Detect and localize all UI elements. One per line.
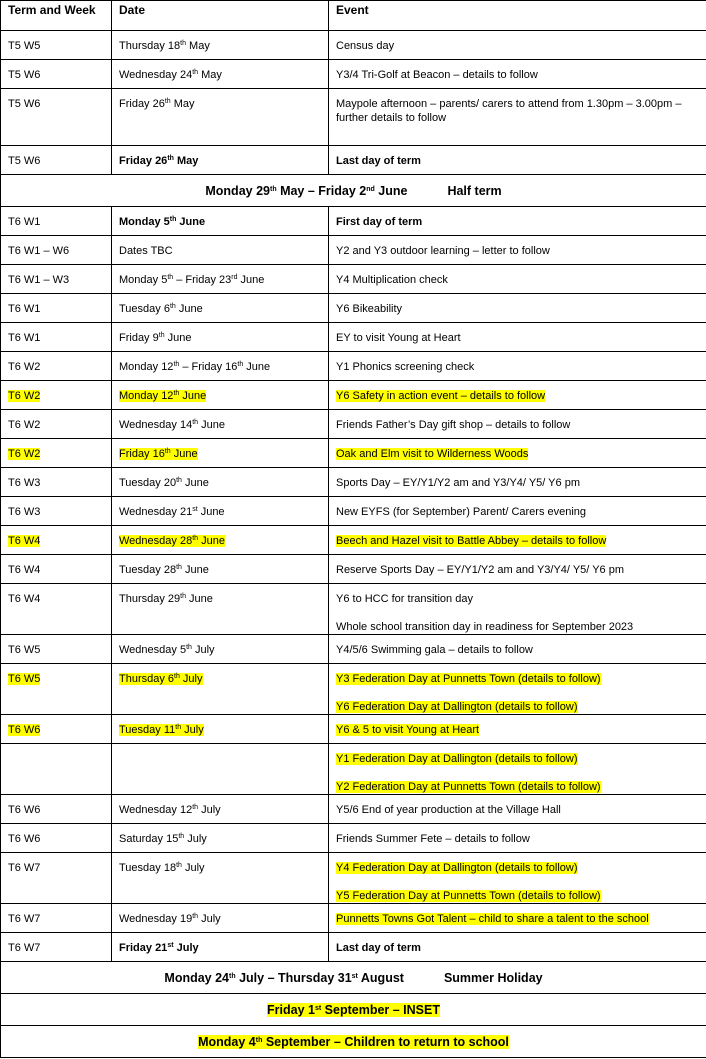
- event-text: Y4 Federation Day at Dallington (details to follow): [336, 862, 578, 874]
- date-text: Friday 16th June: [119, 448, 198, 460]
- term-week-text: T6 W7: [8, 862, 41, 874]
- date-text: Tuesday 6th June: [119, 303, 203, 315]
- event-line: [336, 505, 700, 519]
- date-cell: [112, 146, 329, 175]
- event-row: [1, 146, 706, 175]
- event-text: New EYFS (for September) Parent/ Carers evening: [336, 506, 587, 518]
- term-week-text: T5 W6: [8, 155, 41, 167]
- event-text: Y6 Bikeability: [336, 303, 403, 315]
- date-cell: [112, 89, 329, 146]
- event-text: Y4/5/6 Swimming gala – details to follow: [336, 644, 533, 656]
- date-text: Wednesday 19th July: [119, 913, 221, 925]
- event-text: Punnetts Towns Got Talent – child to share a talent to the school: [336, 913, 649, 925]
- date-cell: [112, 744, 329, 795]
- term-week-text: T6 W4: [8, 593, 41, 605]
- event-line: [336, 912, 700, 926]
- term-week-text: T6 W6: [8, 833, 41, 845]
- date-text: Dates TBC: [119, 245, 173, 257]
- date-cell: [112, 853, 329, 904]
- term-week-text: T5 W6: [8, 69, 41, 81]
- term-week-cell: [1, 664, 112, 715]
- term-week-cell: [1, 584, 112, 635]
- term-week-cell: [1, 555, 112, 584]
- term-week-cell: [1, 497, 112, 526]
- term-week-cell: [1, 352, 112, 381]
- inset-banner-text: Friday 1st September – INSET: [267, 1002, 440, 1017]
- event-row: [1, 381, 706, 410]
- event-row: [1, 439, 706, 468]
- term-week-cell: [1, 410, 112, 439]
- term-week-text: T6 W7: [8, 913, 41, 925]
- term-week-cell: [1, 236, 112, 265]
- date-cell: [112, 715, 329, 744]
- event-cell: [329, 468, 706, 497]
- date-text: Wednesday 14th June: [119, 419, 225, 431]
- event-line: [336, 273, 700, 287]
- term-week-text: T6 W1 – W3: [8, 274, 70, 286]
- date-cell: [112, 904, 329, 933]
- event-line: [336, 780, 700, 794]
- term-week-cell: [1, 31, 112, 60]
- term-week-cell: [1, 207, 112, 236]
- event-line: [336, 723, 700, 737]
- date-text: Tuesday 20th June: [119, 477, 209, 489]
- event-cell: [329, 31, 706, 60]
- date-cell: [112, 824, 329, 853]
- date-cell: [112, 635, 329, 664]
- event-cell: [329, 439, 706, 468]
- term-week-cell: [1, 853, 112, 904]
- half-term-dates: Monday 29th May – Friday 2nd June: [205, 183, 408, 198]
- date-text: Saturday 15th July: [119, 833, 207, 845]
- date-text: Wednesday 24th May: [119, 69, 222, 81]
- header-row: [1, 1, 706, 31]
- date-text: Friday 9th June: [119, 332, 192, 344]
- event-text: Reserve Sports Day – EY/Y1/Y2 am and Y3/Y4/ Y5/ Y6 pm: [336, 564, 624, 576]
- event-row: [1, 31, 706, 60]
- event-cell: [329, 904, 706, 933]
- term-week-text: T6 W1: [8, 332, 41, 344]
- date-cell: [112, 323, 329, 352]
- header-event: Event: [329, 1, 706, 31]
- event-text: Y1 Federation Day at Dallington (details to follow): [336, 753, 578, 765]
- event-line: [336, 331, 700, 345]
- event-cell: [329, 795, 706, 824]
- term-week-text: T6 W6: [8, 724, 41, 736]
- event-line: [336, 360, 700, 374]
- event-text: Y3 Federation Day at Punnetts Town (details to follow): [336, 673, 601, 685]
- term-week-cell: [1, 468, 112, 497]
- event-row: [1, 853, 706, 904]
- date-cell: [112, 468, 329, 497]
- event-line: [336, 941, 700, 955]
- event-line: [336, 672, 700, 686]
- term-week-text: T6 W1: [8, 216, 41, 228]
- event-cell: [329, 555, 706, 584]
- banner-cell: [1, 994, 706, 1026]
- event-row: [1, 497, 706, 526]
- event-cell: [329, 89, 706, 146]
- event-text: Y6 Safety in action event – details to follow: [336, 390, 546, 402]
- date-cell: [112, 410, 329, 439]
- event-text: Y4 Multiplication check: [336, 274, 448, 286]
- event-text: Y6 Federation Day at Dallington (details to follow): [336, 701, 578, 713]
- event-text: Maypole afternoon – parents/ carers to attend from 1.30pm – 3.00pm – further details to follow: [336, 98, 682, 124]
- event-line: [336, 832, 700, 846]
- banner-row: [1, 962, 706, 994]
- event-line: [336, 302, 700, 316]
- term-week-text: T6 W7: [8, 942, 41, 954]
- event-text: Y5/6 End of year production at the Village Hall: [336, 804, 561, 816]
- term-week-cell: [1, 635, 112, 664]
- date-cell: [112, 584, 329, 635]
- banner-cell: [1, 962, 706, 994]
- date-cell: [112, 526, 329, 555]
- term-week-text: T6 W2: [8, 390, 41, 402]
- date-text: Monday 5th June: [119, 216, 206, 228]
- banner-cell: [1, 175, 706, 207]
- date-text: Thursday 18th May: [119, 40, 210, 52]
- date-text: Friday 26th May: [119, 155, 199, 167]
- date-text: Tuesday 28th June: [119, 564, 209, 576]
- event-text: Y2 and Y3 outdoor learning – letter to follow: [336, 245, 550, 257]
- event-text: EY to visit Young at Heart: [336, 332, 461, 344]
- event-row: [1, 60, 706, 89]
- date-cell: [112, 664, 329, 715]
- banner-row: [1, 1026, 706, 1058]
- date-text: Thursday 6th July: [119, 673, 203, 685]
- event-cell: [329, 381, 706, 410]
- event-line: [336, 803, 700, 817]
- date-text: Friday 21st July: [119, 942, 199, 954]
- event-line: [336, 643, 700, 657]
- date-cell: [112, 236, 329, 265]
- date-cell: [112, 439, 329, 468]
- event-cell: [329, 635, 706, 664]
- event-line: [336, 418, 700, 432]
- event-line: [336, 39, 700, 53]
- event-text: Census day: [336, 40, 395, 52]
- event-line: [336, 244, 700, 258]
- event-line: [336, 215, 700, 229]
- date-text: Friday 26th May: [119, 98, 195, 110]
- event-row: [1, 933, 706, 962]
- term-week-cell: [1, 439, 112, 468]
- date-cell: [112, 294, 329, 323]
- event-row: [1, 236, 706, 265]
- event-cell: [329, 744, 706, 795]
- term-week-text: T6 W2: [8, 419, 41, 431]
- term-week-cell: [1, 744, 112, 795]
- event-text: Y2 Federation Day at Punnetts Town (details to follow): [336, 781, 601, 793]
- event-line: [336, 97, 700, 125]
- event-row: [1, 468, 706, 497]
- term-week-text: T6 W2: [8, 448, 41, 460]
- term-week-text: T6 W4: [8, 564, 41, 576]
- event-row: [1, 904, 706, 933]
- term-week-text: T6 W2: [8, 361, 41, 373]
- event-text: Y3/4 Tri-Golf at Beacon – details to follow: [336, 69, 538, 81]
- term-week-cell: [1, 265, 112, 294]
- date-cell: [112, 555, 329, 584]
- date-cell: [112, 31, 329, 60]
- term-week-cell: [1, 526, 112, 555]
- term-week-cell: [1, 715, 112, 744]
- event-line: [336, 534, 700, 548]
- header-term: Term and Week: [1, 1, 112, 31]
- date-cell: [112, 352, 329, 381]
- event-line: [336, 389, 700, 403]
- event-cell: [329, 207, 706, 236]
- event-row: [1, 744, 706, 795]
- event-line: [336, 563, 700, 577]
- event-text: Y6 & 5 to visit Young at Heart: [336, 724, 480, 736]
- term-week-cell: [1, 60, 112, 89]
- event-row: [1, 323, 706, 352]
- summer-dates: Monday 24th July – Thursday 31st August: [164, 970, 404, 985]
- event-cell: [329, 497, 706, 526]
- event-line: [336, 476, 700, 490]
- date-cell: [112, 265, 329, 294]
- event-row: [1, 824, 706, 853]
- event-row: [1, 207, 706, 236]
- term-week-text: T5 W6: [8, 98, 41, 110]
- event-cell: [329, 584, 706, 635]
- term-week-cell: [1, 381, 112, 410]
- term-week-cell: [1, 904, 112, 933]
- event-text: Last day of term: [336, 155, 421, 167]
- event-cell: [329, 323, 706, 352]
- event-cell: [329, 526, 706, 555]
- term-week-cell: [1, 323, 112, 352]
- event-text: Friends Father’s Day gift shop – details to follow: [336, 419, 571, 431]
- event-cell: [329, 853, 706, 904]
- event-row: [1, 795, 706, 824]
- term-week-text: T6 W1 – W6: [8, 245, 70, 257]
- event-cell: [329, 265, 706, 294]
- return-banner-text: Monday 4th September – Children to return to school: [198, 1034, 509, 1049]
- event-line: [336, 861, 700, 875]
- term-week-text: T6 W3: [8, 506, 41, 518]
- event-text: Last day of term: [336, 942, 421, 954]
- event-line: [336, 620, 700, 634]
- term-week-text: T6 W3: [8, 477, 41, 489]
- event-cell: [329, 664, 706, 715]
- event-row: [1, 715, 706, 744]
- term-week-cell: [1, 795, 112, 824]
- event-line: [336, 592, 700, 606]
- date-text: Tuesday 11th July: [119, 724, 204, 736]
- term-week-cell: [1, 294, 112, 323]
- event-line: [336, 889, 700, 903]
- header-date: Date: [112, 1, 329, 31]
- date-cell: [112, 207, 329, 236]
- term-week-text: T6 W6: [8, 804, 41, 816]
- event-row: [1, 294, 706, 323]
- event-line: [336, 700, 700, 714]
- event-cell: [329, 352, 706, 381]
- banner-cell: [1, 1026, 706, 1058]
- event-cell: [329, 60, 706, 89]
- term-week-cell: [1, 933, 112, 962]
- event-line: [336, 68, 700, 82]
- date-text: Wednesday 12th July: [119, 804, 221, 816]
- event-row: [1, 265, 706, 294]
- event-cell: [329, 410, 706, 439]
- date-cell: [112, 497, 329, 526]
- event-cell: [329, 824, 706, 853]
- event-line: [336, 752, 700, 766]
- event-row: [1, 352, 706, 381]
- event-text: Y6 to HCC for transition day: [336, 593, 473, 605]
- event-cell: [329, 146, 706, 175]
- event-text: Oak and Elm visit to Wilderness Woods: [336, 448, 529, 460]
- term-week-text: T5 W5: [8, 40, 41, 52]
- event-cell: [329, 715, 706, 744]
- date-cell: [112, 60, 329, 89]
- date-text: Tuesday 18th July: [119, 862, 205, 874]
- banner-row: [1, 994, 706, 1026]
- term-week-text: T6 W4: [8, 535, 41, 547]
- date-text: Monday 12th – Friday 16th June: [119, 361, 271, 373]
- term-week-cell: [1, 89, 112, 146]
- term-week-text: T6 W1: [8, 303, 41, 315]
- event-text: First day of term: [336, 216, 423, 228]
- term-week-cell: [1, 824, 112, 853]
- event-row: [1, 526, 706, 555]
- summer-label: Summer Holiday: [443, 970, 543, 985]
- event-line: [336, 154, 700, 168]
- date-cell: [112, 381, 329, 410]
- date-text: Wednesday 28th June: [119, 535, 225, 547]
- term-week-text: T6 W5: [8, 644, 41, 656]
- banner-row: [1, 175, 706, 207]
- event-row: [1, 89, 706, 146]
- date-text: Wednesday 21st June: [119, 506, 225, 518]
- event-line: [336, 447, 700, 461]
- date-text: Monday 12th June: [119, 390, 207, 402]
- event-text: Whole school transition day in readiness for September 2023: [336, 621, 634, 633]
- event-cell: [329, 933, 706, 962]
- event-text: Friends Summer Fete – details to follow: [336, 833, 530, 845]
- event-text: Beech and Hazel visit to Battle Abbey – details to follow: [336, 535, 607, 547]
- event-row: [1, 635, 706, 664]
- event-row: [1, 584, 706, 635]
- event-cell: [329, 294, 706, 323]
- event-cell: [329, 236, 706, 265]
- date-text: Monday 5th – Friday 23rd June: [119, 274, 265, 286]
- date-text: Wednesday 5th July: [119, 644, 215, 656]
- date-cell: [112, 933, 329, 962]
- half-term-label: Half term: [447, 183, 502, 198]
- event-row: [1, 555, 706, 584]
- term-week-cell: [1, 146, 112, 175]
- date-text: Thursday 29th June: [119, 593, 213, 605]
- date-cell: [112, 795, 329, 824]
- event-text: Y5 Federation Day at Punnetts Town (details to follow): [336, 890, 601, 902]
- event-row: [1, 410, 706, 439]
- event-text: Sports Day – EY/Y1/Y2 am and Y3/Y4/ Y5/ Y6 pm: [336, 477, 580, 489]
- term-week-text: T6 W5: [8, 673, 41, 685]
- event-text: Y1 Phonics screening check: [336, 361, 475, 373]
- event-row: [1, 664, 706, 715]
